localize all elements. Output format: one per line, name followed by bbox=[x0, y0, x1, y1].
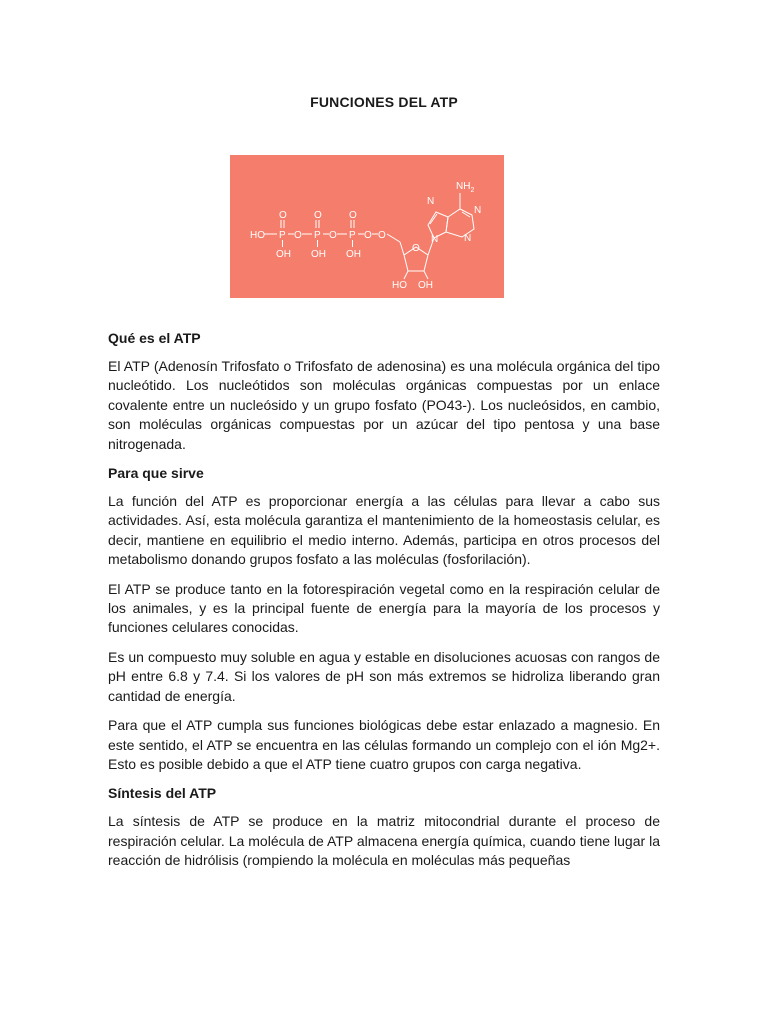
hydroxyl-label-1: OH bbox=[276, 249, 291, 260]
paragraph: Para que el ATP cumpla sus funciones biológicas debe estar enlazado a magnesio. En este sentido, el ATP se encuentra en las células formando un complejo con el ión Mg2+. Esto es posible debido a que el ATP tiene cuatro grupos con carga negativa. bbox=[108, 717, 660, 772]
ring-oxygen-label: O bbox=[412, 243, 420, 254]
phosphorus-label-2: P bbox=[314, 230, 321, 241]
oxygen-label-1: O bbox=[279, 210, 287, 221]
section-sintesis bbox=[108, 784, 660, 870]
paragraph: El ATP se produce tanto en la fotorespiración vegetal como en la respiración celular de los animales, y es la principal fuente de energía para la mayoría de los procesos y funciones celulares conocidas. bbox=[108, 580, 660, 636]
section-heading: Síntesis del ATP bbox=[108, 785, 217, 802]
bridge-oxygen-label-2: O bbox=[329, 230, 337, 241]
document-body bbox=[108, 329, 660, 881]
hydroxyl-label: HO bbox=[250, 230, 265, 241]
amino-label: $NH_2$ bbox=[456, 181, 475, 194]
paragraph: Es un compuesto muy soluble en agua y estable en disoluciones acuosas con rangos de pH entre 6.8 y 7.4. Si los valores de pH son más extremos se hidroliza liberando gran cantidad de energía. bbox=[108, 648, 660, 704]
paragraph: La función del ATP es proporcionar energía a las células para llevar a cabo sus actividades. Así, esta molécula garantiza el mantenimiento de la homeostasis celular, es decir, mantiene en equilibrio el medio interno. Además, participa en otros procesos del metabolismo donando grupos fosfato a las moléculas (fosforilación). bbox=[108, 493, 660, 568]
paragraph: La síntesis de ATP se produce en la matriz mitocondrial durante el proceso de respiración celular. La molécula de ATP almacena energía química, cuando tiene lugar la reacción de hidrólisis (rompiendo la molécula en moléculas más pequeñas bbox=[108, 813, 660, 869]
bridge-oxygen-label-4: O bbox=[378, 230, 386, 241]
oxygen-label-2: O bbox=[314, 210, 322, 221]
ribose-hydroxyl-label-2: OH bbox=[418, 280, 433, 291]
nitrogen-label-9: N bbox=[431, 234, 439, 245]
phosphorus-label-1: P bbox=[279, 230, 286, 241]
section-heading: Qué es el ATP bbox=[108, 330, 201, 346]
section-para-que-sirve bbox=[108, 464, 660, 774]
paragraph: El ATP (Adenosín Trifosfato o Trifosfato de adenosina) es una molécula orgánica del tipo nucleótido. Los nucleótidos son moléculas orgánicas compuestas por un enlace covalente entre un nucleósido y un grupo fosfato (PO43-). Los nucleósidos, en cambio, son moléculas orgánicas compuestas por un azúcar del tipo pentosa y una base nitrogenada. bbox=[108, 358, 660, 452]
document-title: FUNCIONES DEL ATP bbox=[310, 94, 458, 110]
nitrogen-label-3: N bbox=[464, 233, 472, 244]
oxygen-label-3: O bbox=[349, 210, 357, 221]
section-heading: Para que sirve bbox=[108, 465, 204, 482]
bridge-oxygen-label-3: O bbox=[364, 230, 372, 241]
atp-structure-figure bbox=[230, 155, 504, 298]
phosphorus-label-3: P bbox=[349, 230, 356, 241]
hydroxyl-label-3: OH bbox=[346, 249, 361, 260]
ribose-hydroxyl-label-1: HO bbox=[392, 280, 407, 291]
atp-molecule-diagram bbox=[230, 155, 504, 298]
section-que-es bbox=[108, 329, 660, 454]
bridge-oxygen-label-1: O bbox=[294, 230, 302, 241]
nitrogen-label-7: N bbox=[427, 196, 435, 207]
hydroxyl-label-2: OH bbox=[311, 249, 326, 260]
nitrogen-label-1: N bbox=[474, 205, 482, 216]
